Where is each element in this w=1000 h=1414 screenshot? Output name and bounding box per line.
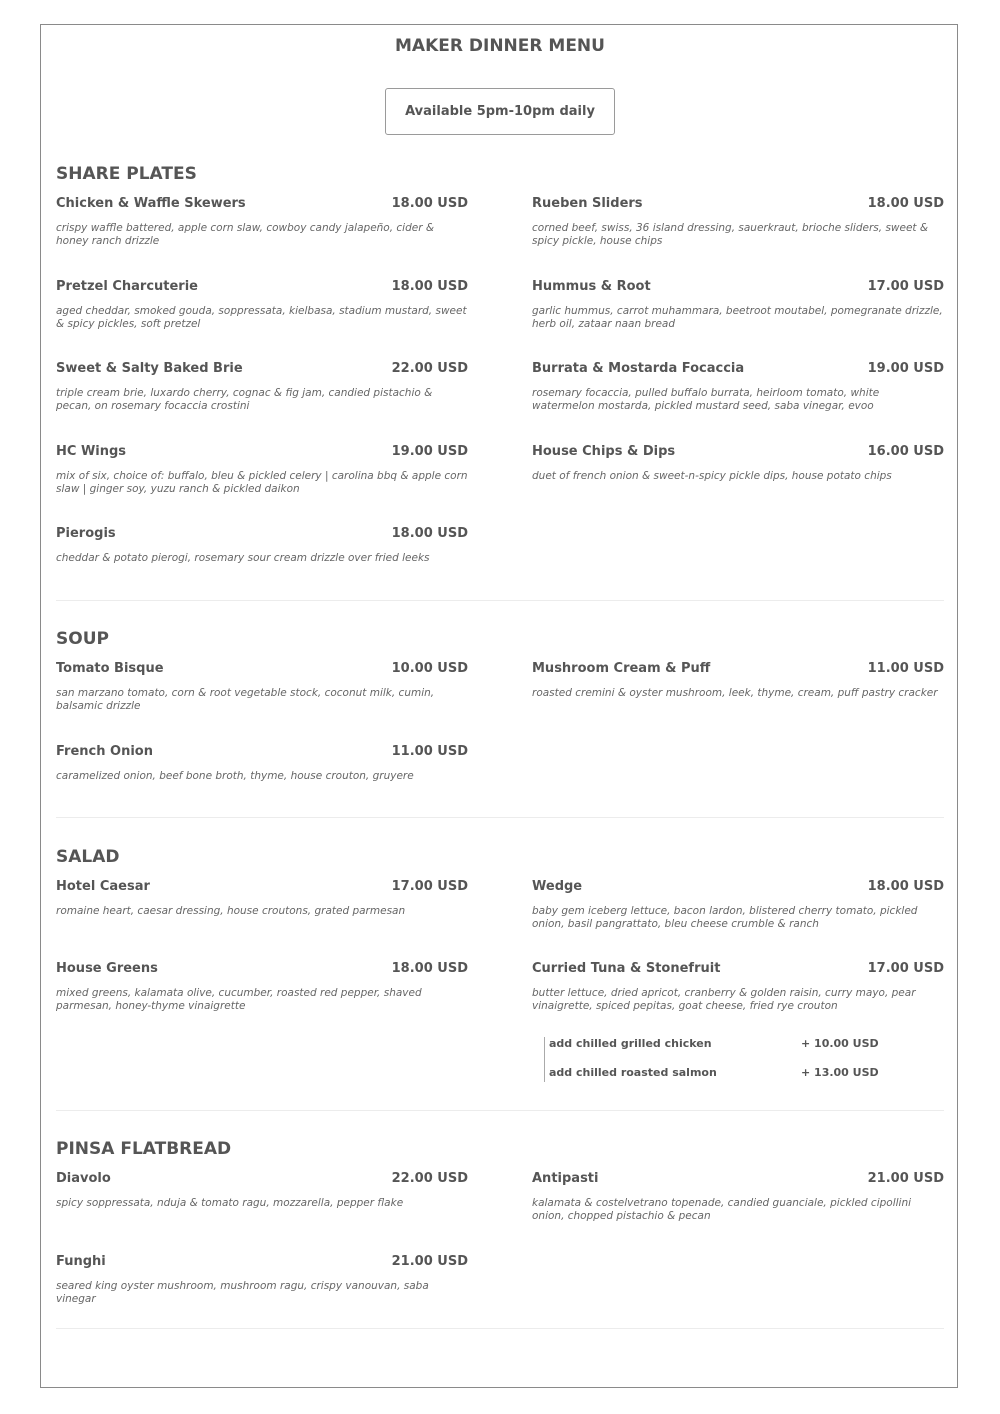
item-name: HC Wings <box>56 444 127 459</box>
item-name: Chicken & Waffle Skewers <box>56 196 246 211</box>
item-description: spicy soppressata, nduja & tomato ragu, mozzarella, pepper flake <box>56 1197 404 1209</box>
item-price: 17.00 USD <box>867 961 944 976</box>
item-description: mix of six, choice of: buffalo, bleu & pickled celery | carolina bbq & apple corn slaw | ginger soy, yuzu ranch & pickled daikon <box>56 470 468 495</box>
item-price: 22.00 USD <box>391 361 468 376</box>
item-description: butter lettuce, dried apricot, cranberry & golden raisin, curry mayo, pear vinaigrette, spiced pepitas, goat cheese, fried rye crouton <box>532 987 916 1012</box>
item-price: 19.00 USD <box>867 361 944 376</box>
item-name: Curried Tuna & Stonefruit <box>532 961 721 976</box>
item-name: French Onion <box>56 744 153 759</box>
item-price: 18.00 USD <box>391 279 468 294</box>
item-name: Pierogis <box>56 526 116 541</box>
item-price: 21.00 USD <box>391 1254 468 1269</box>
item-name: House Greens <box>56 961 158 976</box>
item-name: Mushroom Cream & Puff <box>532 661 711 676</box>
section-divider <box>56 600 944 601</box>
item-price: 18.00 USD <box>391 961 468 976</box>
item-name: House Chips & Dips <box>532 444 676 459</box>
item-price: 11.00 USD <box>391 744 468 759</box>
item-description: duet of french onion & sweet-n-spicy pickle dips, house potato chips <box>532 470 892 482</box>
item-description: kalamata & costelvetrano topenade, candied guanciale, pickled cipollini onion, chopped pistachio & pecan <box>532 1197 912 1222</box>
addon-price: + 13.00 USD <box>801 1066 879 1079</box>
item-name: Rueben Sliders <box>532 196 643 211</box>
item-description: corned beef, swiss, 36 island dressing, sauerkraut, brioche sliders, sweet & spicy pickle, house chips <box>532 222 929 247</box>
addon-row <box>549 1037 879 1051</box>
section-divider <box>56 1328 944 1329</box>
item-description: san marzano tomato, corn & root vegetable stock, coconut milk, cumin, balsamic drizzle <box>56 687 435 712</box>
item-price: 21.00 USD <box>867 1171 944 1186</box>
item-description: caramelized onion, beef bone broth, thyme, house crouton, gruyere <box>56 770 414 782</box>
addon-price: + 10.00 USD <box>801 1037 879 1050</box>
item-price: 16.00 USD <box>867 444 944 459</box>
item-name: Hotel Caesar <box>56 879 150 894</box>
menu-title: MAKER DINNER MENU <box>395 36 605 56</box>
item-name: Funghi <box>56 1254 106 1269</box>
item-name: Tomato Bisque <box>56 661 164 676</box>
item-name: Burrata & Mostarda Focaccia <box>532 361 745 376</box>
section-divider <box>56 817 944 818</box>
item-price: 18.00 USD <box>867 879 944 894</box>
item-price: 18.00 USD <box>867 196 944 211</box>
item-description: roasted cremini & oyster mushroom, leek, thyme, cream, puff pastry cracker <box>532 687 938 699</box>
item-description: rosemary focaccia, pulled buffalo burrata, heirloom tomato, white watermelon mostarda, pickled mustard seed, saba vinegar, evoo <box>532 387 880 412</box>
item-description: cheddar & potato pierogi, rosemary sour cream drizzle over fried leeks <box>56 552 430 564</box>
item-description: garlic hummus, carrot muhammara, beetroot moutabel, pomegranate drizzle, herb oil, zataar naan bread <box>532 305 943 330</box>
hours-badge: Available 5pm-10pm daily <box>385 88 615 135</box>
item-description: baby gem iceberg lettuce, bacon lardon, blistered cherry tomato, pickled onion, basil pangrattato, bleu cheese crumble & ranch <box>532 905 918 930</box>
item-name: Pretzel Charcuterie <box>56 279 198 294</box>
item-price: 11.00 USD <box>867 661 944 676</box>
item-price: 10.00 USD <box>391 661 468 676</box>
section-title: SHARE PLATES <box>56 164 197 184</box>
item-price: 22.00 USD <box>391 1171 468 1186</box>
item-price: 18.00 USD <box>391 196 468 211</box>
item-price: 17.00 USD <box>867 279 944 294</box>
item-description: seared king oyster mushroom, mushroom ragu, crispy vanouvan, saba vinegar <box>56 1280 429 1305</box>
item-price: 18.00 USD <box>391 526 468 541</box>
addon-list <box>544 1037 879 1082</box>
item-description: mixed greens, kalamata olive, cucumber, roasted red pepper, shaved parmesan, honey-thyme vinaigrette <box>56 987 422 1012</box>
section-divider <box>56 1110 944 1111</box>
item-price: 17.00 USD <box>391 879 468 894</box>
item-name: Diavolo <box>56 1171 111 1186</box>
item-name: Wedge <box>532 879 583 894</box>
item-description: romaine heart, caesar dressing, house croutons, grated parmesan <box>56 905 406 917</box>
item-price: 19.00 USD <box>391 444 468 459</box>
addon-name: add chilled grilled chicken <box>549 1037 712 1050</box>
item-name: Hummus & Root <box>532 279 651 294</box>
item-description: aged cheddar, smoked gouda, soppressata, kielbasa, stadium mustard, sweet & spicy pickles, soft pretzel <box>56 305 467 330</box>
section-title: SALAD <box>56 847 120 867</box>
item-description: crispy waffle battered, apple corn slaw, cowboy candy jalapeño, cider & honey ranch drizzle <box>56 222 435 247</box>
addon-row <box>549 1066 879 1080</box>
item-name: Antipasti <box>532 1171 599 1186</box>
item-name: Sweet & Salty Baked Brie <box>56 361 243 376</box>
section-title: SOUP <box>56 629 109 649</box>
addon-name: add chilled roasted salmon <box>549 1066 717 1079</box>
section-title: PINSA FLATBREAD <box>56 1139 232 1159</box>
item-description: triple cream brie, luxardo cherry, cognac & fig jam, candied pistachio & pecan, on rosemary focaccia crostini <box>56 387 433 412</box>
